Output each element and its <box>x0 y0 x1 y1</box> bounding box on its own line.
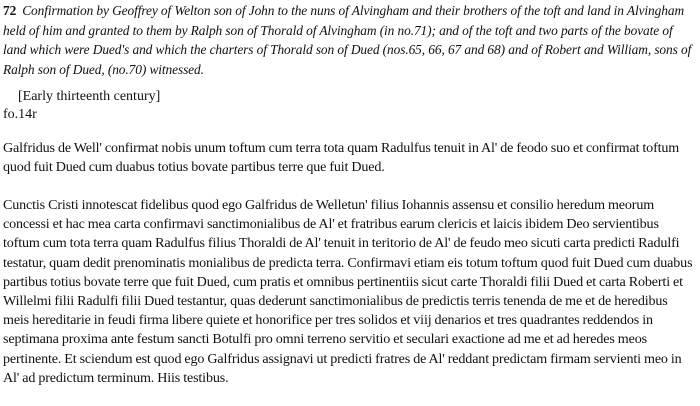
charter-summary: Confirmation by Geoffrey of Welton son of John to the nuns of Alvingham and their brothers of the toft and land in Alvingham held of him and granted to them by Ralph son of Thorald of Alvingham (in no.71); and of the toft and two parts of the bovate of land which were Dued's and which the charters of Thorald son of Dued (nos.65, 66, 67 and 68) and of Robert and William, sons of Ralph son of Dued, (no.70) witnessed. <box>3 3 692 77</box>
charter-text: Cunctis Cristi innotescat fidelibus quod ego Galfridus de Welletun' filius Iohannis assensu et consilio heredum meorum concessi et hac mea carta confirmavi sanctimonialibus de Al' et fratribus earum clericis et laicis ibidem Deo servientibus toftum cum tota terra quam Radulfus filius Thoraldi de Al' tenuit in teritorio de Al' de feudo meo sicuti carta predicti Radulfi testatur, quam dedit prenominatis monialibus de predicta terra. Confirmavi etiam eis totum toftum quod fuit Dued cum duabus partibus totius bovate terre que fuit Dued, cum pratis et omnibus pertinentiis sicut carte Thoraldi filii Dued et carta Roberti et Willelmi filii Radulfi filii Dued testantur, quas dederunt sanctimonialibus de predictis terris tenenda de me et de heredibus meis hereditarie in feudi firma libere quiete et honorifice per tres solidos et viij denarios et tres quadrantes reddendos in septimana proxima ante festum sancti Botulfi pro omni terreno servitio et seculari exactione ad me et ad heredes meos pertinente. Et sciendum est quod ego Galfridus assignavi ut predicti fratres de Al' reddant predictam firmam servienti meo in Al' ad predictum terminum. Hiis testibus. <box>3 197 693 386</box>
charter-heading <box>3 1 695 79</box>
latin-abstract: Galfridus de Well' confirmat nobis unum toftum cum terra tota quam Radulfus tenuit in Al' de feodo suo et confirmat toftum quod fuit Dued cum duabus totius bovate partibus terre que fuit Dued. <box>3 140 680 176</box>
charter-date: [Early thirteenth century] <box>18 89 161 104</box>
charter-number: 72 <box>3 3 17 18</box>
folio-reference: fo.14r <box>3 107 37 122</box>
